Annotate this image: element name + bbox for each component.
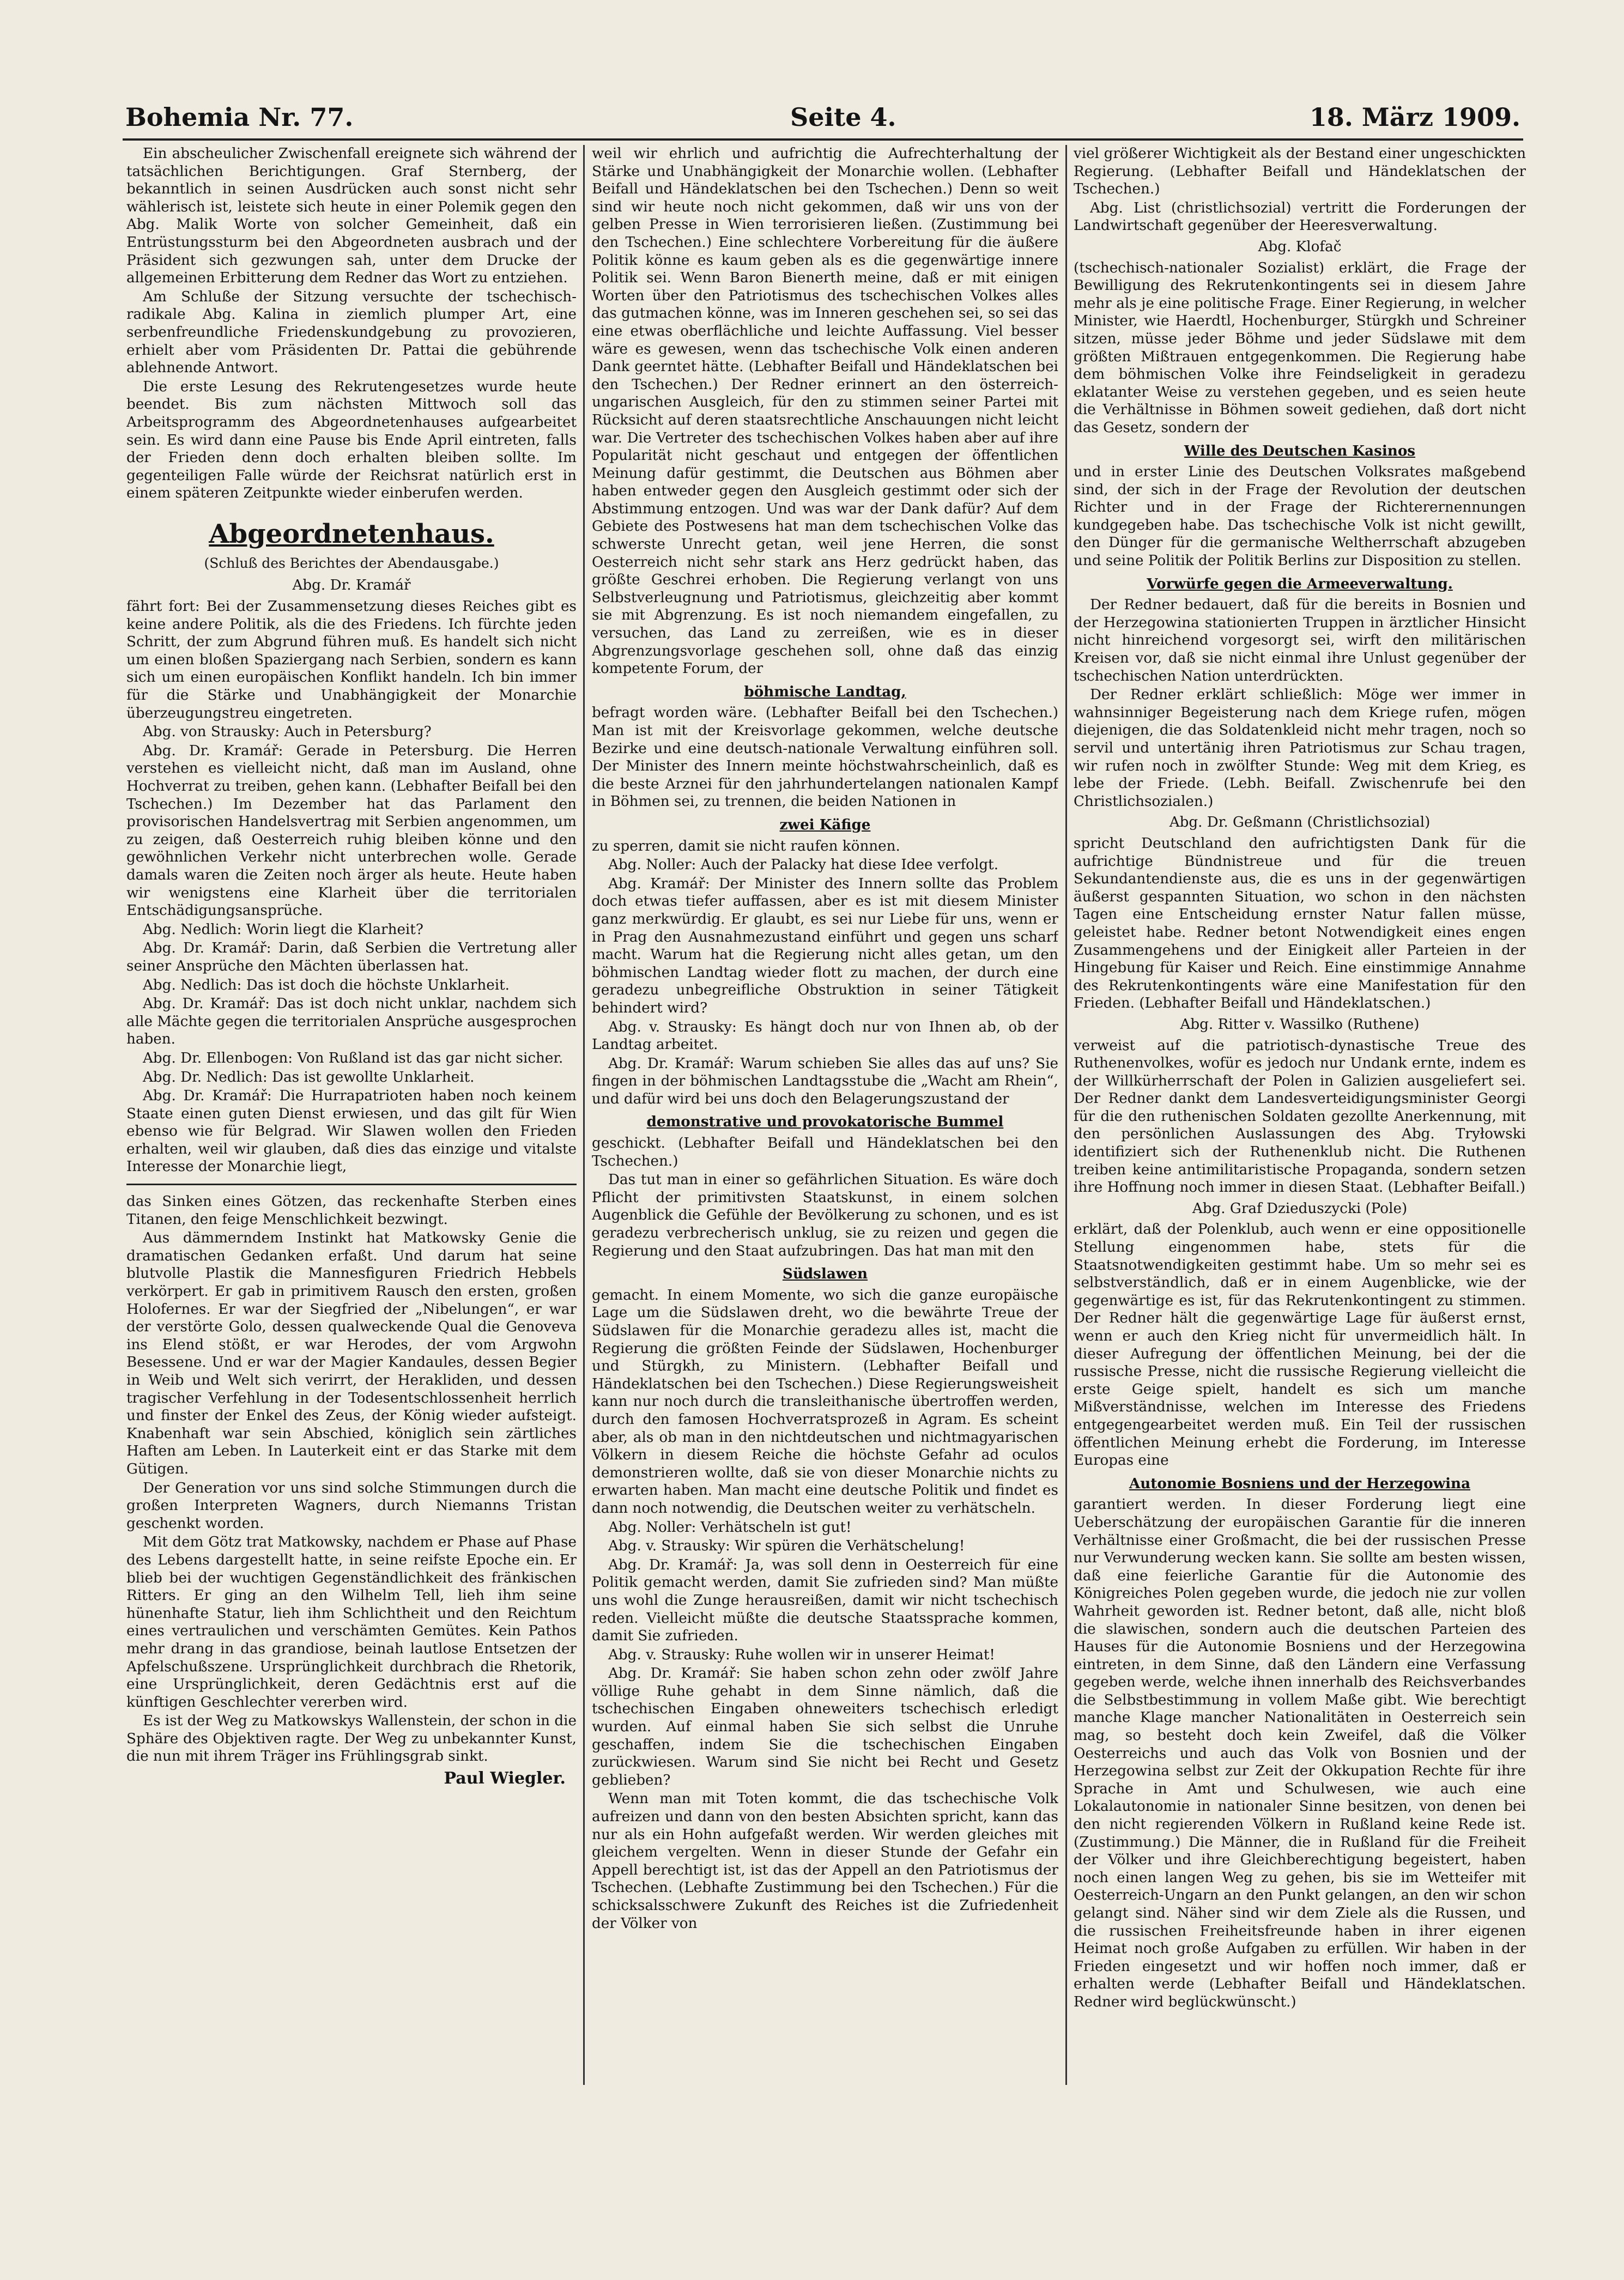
inline-heading: zwei Käfige xyxy=(779,816,871,833)
masthead-issue: Bohemia Nr. 77. xyxy=(125,102,354,132)
paragraph: Der Redner bedauert, daß für die bereits in Bosnien und der Herzegowina stationierten Truppen in ärztlicher Hinsicht nicht hinreichend vorgesorgt sei, wirft den militärischen Kreisen vor, daß sie nicht einmal ihre Unlust gegenüber der tschechischen Nation unterdrückten. xyxy=(1074,597,1526,684)
paragraph: viel größerer Wichtigkeit als der Bestand einer ungeschickten Regierung. (Lebhafter Beifall und Händeklatschen der Tschechen.) xyxy=(1074,145,1526,198)
paragraph: zu sperren, damit sie nicht raufen können. xyxy=(592,838,900,854)
paragraph: verweist auf die patriotisch-dynastische Treue des Ruthenenvolkes, wofür es jedoch nur Undank ernte, indem es der Willkürherrschaft der Polen in Galizien ausgeliefert sei. Der Redner dankt dem Landesverteidigungsminister Georgi für die den ruthenischen Soldaten gezollte Anerkennung, mit den persönlichen Auslassungen des Abg. Tryłowski identifiziert sich der Ruthenenklub nicht. Die Ruthenen treiben keine antimilitaristische Propaganda, sondern setzen ihre Hoffnung noch immer in diesen Staat. (Lebhafter Beifall.) xyxy=(1074,1037,1526,1196)
paragraph: Das tut man in einer so gefährlichen Situation. Es wäre doch Pflicht der primitivsten Staatskunst, in einem solchen Augenblick die Gefühle der Bevölkerung zu schonen, und es ist geradezu verbrecherisch unklug, sie zu reizen und gegen die Regierung und den Staat aufzubringen. Das hat man mit den xyxy=(592,1172,1058,1259)
paragraph: Der Redner erklärt schließlich: Möge wer immer in wahnsinniger Begeisterung nach dem Kriege rufen, mögen diejenigen, die das Soldatenkleid nicht mehr tragen, noch so servil und untertänig ihren Patriotismus zur Schau tragen, wir rufen noch in zwölfter Stunde: Weg mit dem Krieg, es lebe der Friede. (Lebh. Beifall. Zwischenrufe bei den Christlichsozialen.) xyxy=(1074,687,1526,810)
paragraph: (tschechisch-nationaler Sozialist) erklärt, die Frage der Bewilligung des Rekrutenkontingents sei in diesem Jahre mehr als je eine politische Frage. Einer Regierung, in welcher Minister, wie Haerdtl, Hochenburger, Stürgkh und Schreiner sitzen, müsse jeder Böhme und jeder Südslawe mit dem größten Mißtrauen entgegenkommen. Die Regierung habe dem böhmischen Volke ihre Feindseligkeit in geradezu eklatanter Weise zu verstehen gegeben, und es seien heute die Verhältnisse in Böhmen soweit gediehen, daß dort nicht das Gesetz, sondern der xyxy=(1074,259,1526,436)
masthead-page-number: Seite 4. xyxy=(790,102,896,132)
paragraph: Abg. v. Strausky: Ruhe wollen wir in unserer Heimat! xyxy=(608,1646,995,1663)
section-subheading: (Schluß des Berichtes der Abendausgabe.) xyxy=(204,555,499,571)
paragraph: Wenn man mit Toten kommt, die das tschechische Volk aufreizen und dann von den besten Absichten spricht, kann das nur als ein Hohn aufgefaßt werden. Wir werden gleiches mit gleichem vergelten. Wenn in dieser Stunde der Gefahr ein Appell berechtigt ist, ist das der Appell an den Patriotismus der Tschechen. (Lebhafte Zustimmung bei den Tschechen.) Für die schicksalsschwere Zukunft des Reiches ist die Zufriedenheit der Völker von xyxy=(592,1791,1058,1932)
paragraph: Abg. Nedlich: Das ist doch die höchste Unklarheit. xyxy=(143,977,510,993)
inline-heading: Vorwürfe gegen die Armeeverwaltung. xyxy=(1147,575,1453,592)
paragraph: Aus dämmerndem Instinkt hat Matkowsky Genie die dramatischen Gedanken erfaßt. Und darum hat seine blutvolle Plastik die Mannesfiguren Friedrich Hebbels verkörpert. Er gab in primitivem Rausch den ersten, großen Holofernes. Er war der Siegfried der „Nibelungen“, er war der verstörte Golo, dessen qualweckende Qual die Genoveva ins Elend stößt, er war Herodes, der vom Argwohn Besessene. Und er war der Magier Kandaules, dessen Begier in Weib und Welt sich verirrt, der Herakliden, und dessen tragischer Verfehlung in der Todesentschlossenheit herrlich und finster der Enkel des Zeus, der König wieder aufsteigt. Knabenhaft war sein Abschied, königlich sein zärtliches Haften am Leben. In Lauterkeit eint er das Starke mit dem Gütigen. xyxy=(126,1230,577,1477)
feuilleton-rule xyxy=(126,1184,577,1185)
inline-heading: Autonomie Bosniens und der Herzegowina xyxy=(1129,1475,1471,1492)
inline-heading: böhmische Landtag, xyxy=(744,683,906,700)
paragraph: Am Schluße der Sitzung versuchte der tschechisch-radikale Abg. Kalina in ziemlich plumper Art, eine serbenfreundliche Friedenskundgebung zu provozieren, erhielt aber vom Präsidenten Dr. Pattai die gebührende ablehnende Antwort. xyxy=(126,288,577,377)
paragraph: erklärt, daß der Polenklub, auch wenn er eine oppositionelle Stellung eingenommen habe, stets für die Staatsnotwendigkeiten gestimmt habe. Um so mehr sei es selbstverständlich, daß er in einem Augenblicke, wie der gegenwärtige es ist, für das Rekrutenkontingent zu stimmen. Der Redner hält die gegenwärtige Lage für äußerst ernst, wenn er auch den Krieg nicht für unvermeidlich hält. In dieser Aufregung der öffentlichen Meinung, bei der die russische Presse, nicht die russische Regierung vielleicht die erste Geige spielt, handelt es sich um manche Mißverständnisse, welchen im Interesse des Friedens entgegengearbeitet werden muß. Ein Teil der russischen öffentlichen Meinung erhebt die Forderung, im Interesse Europas eine xyxy=(1074,1221,1526,1469)
paragraph: Es ist der Weg zu Matkowskys Wallenstein, der schon in die Sphäre des Objektiven ragte. Der Weg zu unbekannter Kunst, die nun mit ihrem Träger ins Frühlingsgrab sinkt. xyxy=(126,1713,577,1765)
speaker-name: Abg. Dr. Kramář xyxy=(292,577,411,594)
paragraph: Abg. Kramář: Der Minister des Innern sollte das Problem doch etwas tiefer auffassen, aber es ist mit diesem Minister ganz merkwürdig. Er glaubt, es sei nur Liebe für uns, wenn er in Prag den Ausnahmezustand einführt und gegen uns scharf macht. Warum hat die Regierung nicht alles getan, um den böhmischen Landtag wieder flott zu machen, der durch eine geradezu unbegreifliche Obstruktion in seiner Tätigkeit behindert wird? xyxy=(592,875,1058,1016)
paragraph: das Sinken eines Götzen, das reckenhafte Sterben eines Titanen, den feige Menschlichkeit bezwingt. xyxy=(126,1193,577,1228)
masthead-date: 18. März 1909. xyxy=(1309,102,1520,132)
paragraph: Ein abscheulicher Zwischenfall ereignete sich während der tatsächlichen Berichtigungen. Graf Sternberg, der bekanntlich in seinen Ausdrücken auch sonst nicht sehr wählerisch ist, leistete sich heute in einer Polemik gegen den Abg. Malik Worte von solcher Gemeinheit, daß ein Entrüstungssturm bei den Abgeordneten ausbrach und der Präsident sich gezwungen sah, unter dem Drucke der allgemeinen Erbitterung dem Redner das Wort zu entziehen. xyxy=(126,145,577,287)
inline-heading: Wille des Deutschen Kasinos xyxy=(1184,442,1416,459)
masthead xyxy=(125,102,1520,135)
paragraph: Abg. v. Strausky: Wir spüren die Verhätschelung! xyxy=(608,1538,965,1555)
paragraph: Die erste Lesung des Rekrutengesetzes wurde heute beendet. Bis zum nächsten Mittwoch soll das Arbeitsprogramm des Abgeordnetenhauses aufgearbeitet sein. Es wird dann eine Pause bis Ende April eintreten, falls der Frieden denn doch erhalten bleiben sollte. Im gegenteiligen Falle würde der Reichsrat natürlich erst in einem späteren Zeitpunkte wieder einberufen werden. xyxy=(126,378,577,502)
header-rule xyxy=(123,138,1523,141)
paragraph: Abg. List (christlichsozial) vertritt die Forderungen der Landwirtschaft gegenüber der Heeresverwaltung. xyxy=(1074,199,1526,234)
column-divider xyxy=(1065,145,1067,2085)
paragraph: Abg. Noller: Auch der Palacky hat diese Idee verfolgt. xyxy=(608,857,999,874)
paragraph: Abg. Dr. Kramář: Gerade in Petersburg. Die Herren verstehen es vielleicht nicht, daß man im Ausland, ohne Hochverrat zu treiben, gehen kann. (Lebhafter Beifall bei den Tschechen.) Im Dezember hat das Parlament den provisorischen Handelsvertrag mit Serbien angenommen, um zu zeigen, daß Oesterreich ruhig bleiben könne und den gewöhnlichen Verkehr nicht unterbrechen wolle. Gerade damals waren die Zeiten noch ärger als heute. Heute haben wir wenigstens eine Klarheit über die territorialen Entschädigungsansprüche. xyxy=(126,742,577,919)
paragraph: Abg. Nedlich: Worin liegt die Klarheit? xyxy=(143,921,423,938)
paragraph: Abg. Dr. Kramář: Ja, was soll denn in Oesterreich für eine Politik gemacht werden, damit Sie zufrieden sind? Man müßte uns wohl die Zunge herausreißen, damit wir nicht tschechisch reden. Vielleicht müßte die deutsche Staatssprache kommen, damit Sie zufrieden. xyxy=(592,1556,1058,1645)
inline-heading: Südslawen xyxy=(782,1265,868,1283)
paragraph: Abg. von Strausky: Auch in Petersburg? xyxy=(143,724,432,741)
paragraph: weil wir ehrlich und aufrichtig die Aufrechterhaltung der Stärke und Unabhängigkeit der Monarchie wollen. (Lebhafter Beifall und Händeklatschen bei den Tschechen.) Denn so weit sind wir heute noch nicht gekommen, daß wir uns von der gelben Presse in Wien terrorisieren ließen. (Zustimmung bei den Tschechen.) Eine schlechtere Vorbereitung für die äußere Politik könne es kaum geben als es die gegenwärtige innere Politik sei. Wenn Baron Bienerth meine, daß er mit einigen Worten über den Patriotismus des tschechischen Volkes alles das gutmachen könne, was im Inneren geschehen sei, so sei das eine etwas oberflächliche und leichte Auffassung. Viel besser wäre es gewesen, wenn das tschechische Volk einen anderen Dank geerntet hätte. (Lebhafter Beifall und Händeklatschen bei den Tschechen.) Der Redner erinnert an den österreich-ungarischen Ausgleich, für den zu stimmen seiner Partei mit Rücksicht auf deren staatsrechtliche Anschauungen nicht leicht war. Die Vertreter des tschechischen Volkes haben aber auf ihre Popularität nicht geschaut und entgegen der öffentlichen Meinung dafür gestimmt, die Deutschen aus Böhmen aber haben entweder gegen den Ausgleich gestimmt oder sich der Abstimmung entzogen. Und was war der Dank dafür? Auf dem Gebiete des Postwesens hat man dem tschechischen Volke das schwerste Unrecht getan, weil jene Herren, die sonst Oesterreich nicht sehr stark ans Herz gedrückt haben, das größte Geschrei erhoben. Die Regierung verlangt von uns Selbstverleugnung und Patriotismus, gleichzeitig aber kommt sie mit Abgrenzung. Es ist noch niemandem eingefallen, zu versuchen, das Land zu zerreißen, wie es in dieser Abgrenzungsvorlage geschehen soll, ohne daß das einzig kompetente Forum, der xyxy=(592,145,1058,677)
paragraph: Abg. Dr. Nedlich: Das ist gewollte Unklarheit. xyxy=(143,1069,475,1086)
paragraph: Abg. Dr. Kramář: Die Hurrapatrioten haben noch keinem Staate einen guten Dienst erwiesen, und das gilt für Wien ebenso wie für Belgrad. Wir Slawen wollen den Frieden erhalten, weil wir glauben, daß dies das einzige und vitalste Interesse der Monarchie liegt, xyxy=(126,1088,577,1175)
paragraph: Abg. Dr. Kramář: Das ist doch nicht unklar, nachdem sich alle Mächte gegen die territorialen Ansprüche ausgesprochen haben. xyxy=(126,996,577,1048)
speaker-name: Abg. Dr. Geßmann (Christlichsozial) xyxy=(1169,814,1431,831)
paragraph: Abg. Dr. Kramář: Warum schieben Sie alles das auf uns? Sie fingen in der böhmischen Landtagsstube die „Wacht am Rhein“, und dafür wird bei uns doch den Belagerungszustand der xyxy=(592,1055,1058,1107)
paragraph: befragt worden wäre. (Lebhafter Beifall bei den Tschechen.) Man ist mit der Kreisvorlage gekommen, welche deutsche Bezirke und eine deutsch-nationale Verwaltung einführen soll. Der Minister des Innern meinte höchstwahrscheinlich, daß es die beste Arznei für den jahrhundertelangen nationalen Kampf in Böhmen sei, zu trennen, die beiden Nationen in xyxy=(592,705,1058,810)
paragraph: Abg. Dr. Ellenbogen: Von Rußland ist das gar nicht sicher. xyxy=(143,1050,563,1066)
column-1 xyxy=(126,145,577,2248)
section-heading: Abgeordnetenhaus. xyxy=(209,518,494,549)
paragraph: und in erster Linie des Deutschen Volksrates maßgebend sind, der sich in der Frage der Revolution der deutschen Richter und in der Frage der Richterernennungen kundgegeben habe. Das tschechische Volk ist nicht gewillt, den Dünger für die germanische Weltherrschaft abzugeben und seine Politik der Politik Berlins zur Disposition zu stellen. xyxy=(1074,464,1526,569)
paragraph: spricht Deutschland den aufrichtigsten Dank für die aufrichtige Bündnistreue und für die treuen Sekundantendienste aus, die es uns in der gegenwärtigen äußerst gespannten Situation, wo schon in den nächsten Tagen eine Entscheidung ernster Natur fallen müsse, geleistet habe. Redner betont Notwendigkeit eines engen Zusammengehens und der Einigkeit aller Parteien in der Hingebung für Kaiser und Reich. Eine einstimmige Annahme des Rekrutenkontingents wäre eine Manifestation für den Frieden. (Lebhafter Beifall und Händeklatschen.) xyxy=(1074,835,1526,1012)
paragraph: gemacht. In einem Momente, wo sich die ganze europäische Lage um die Südslawen dreht, wo die bewährte Treue der Südslawen für die Monarchie geradezu alles ist, macht die Regierung die größten Feinde der Südslawen, Hochenburger und Stürgkh, zu Ministern. (Lebhafter Beifall und Händeklatschen bei den Tschechen.) Diese Regierungsweisheit kann nur noch durch die transleithanische übertroffen werden, durch den famosen Hochverratsprozeß in Agram. Es scheint aber, als ob man in den nichtdeutschen und nichtmagyarischen Völkern in diesem Reiche die höchste Gefahr ad oculos demonstrieren wollte, daß sie von dieser Monarchie nichts zu erwarten haben. Man macht eine deutsche Politik und findet es dann noch notwendig, die Deutschen weiter zu verhätscheln. xyxy=(592,1287,1058,1517)
paragraph: Abg. v. Strausky: Es hängt doch nur von Ihnen ab, ob der Landtag arbeitet. xyxy=(592,1018,1058,1053)
column-2 xyxy=(592,145,1058,2248)
speaker-name: Abg. Ritter v. Wassilko (Ruthene) xyxy=(1180,1016,1420,1033)
speaker-name: Abg. Graf Dzieduszycki (Pole) xyxy=(1192,1200,1408,1217)
paragraph: Abg. Dr. Kramář: Darin, daß Serbien die Vertretung aller seiner Ansprüche den Mächten überlassen hat. xyxy=(126,940,577,974)
paragraph: Abg. Dr. Kramář: Sie haben schon zehn oder zwölf Jahre völlige Ruhe gehabt in dem Sinne nämlich, daß die tschechischen Eingaben ohneweiters tschechisch erledigt wurden. Auf einmal haben Sie sich selbst die Unruhe geschaffen, indem Sie die tschechischen Eingaben zurückwiesen. Warum sind Sie nicht bei Recht und Gesetz geblieben? xyxy=(592,1665,1058,1788)
paragraph: Der Generation vor uns sind solche Stimmungen durch die großen Interpreten Wagners, durch Niemanns Tristan geschenkt worden. xyxy=(126,1479,577,1532)
column-3 xyxy=(1074,145,1526,2248)
paragraph: Abg. Noller: Verhätscheln ist gut! xyxy=(608,1519,852,1536)
paragraph: geschickt. (Lebhafter Beifall und Händeklatschen bei den Tschechen.) xyxy=(592,1135,1058,1169)
inline-heading: demonstrative und provokatorische Bummel xyxy=(646,1113,1004,1131)
author-signature: Paul Wiegler. xyxy=(444,1769,566,1788)
paragraph: fährt fort: Bei der Zusammensetzung dieses Reiches gibt es keine andere Politik, als die des Friedens. Ich fürchte jeden Schritt, der zum Abgrund führen muß. Es handelt sich nicht um einen bloßen Spaziergang nach Serbien, sondern es kann sich um einen europäischen Konflikt handeln. Ich bin immer für die Stärke und Unabhängigkeit der Monarchie überzeugungstreu eingetreten. xyxy=(126,598,577,721)
paragraph: Mit dem Götz trat Matkowsky, nachdem er Phase auf Phase des Lebens dargestellt hatte, in seine reifste Epoche ein. Er blieb bei der wuchtigen Gegenständlichkeit des fränkischen Ritters. Er ging an den Wilhelm Tell, lieh ihm seine hünenhafte Statur, lieh ihm Schlichtheit und den Reichtum eines vertraulichen und verschämten Gemütes. Kein Pathos mehr drang in das grandiose, beinah lautlose Entsetzen der Apfelschußszene. Ursprünglichkeit durchbrach die Rhetorik, eine Ursprünglichkeit, deren Gedächtnis erst auf die künftigen Geschlechter vererben wird. xyxy=(126,1534,577,1711)
speaker-name: Abg. Klofač xyxy=(1258,238,1342,255)
column-divider xyxy=(583,145,585,2085)
paragraph: garantiert werden. In dieser Forderung liegt eine Ueberschätzung der europäischen Garantie für die inneren Verhältnisse einer Großmacht, die bei der russischen Presse nur Verwunderung wecken kann. Sie sollte am besten wissen, daß eine feierliche Garantie für die Autonomie des Königreiches Polen gegeben wurde, die jedoch nie zur vollen Wahrheit geworden ist. Redner betont, daß alle, nicht bloß die slawischen, sondern auch die deutschen Parteien des Hauses für die Autonomie Bosniens und der Herzegowina eintreten, in dem Sinne, daß den Ländern eine Verfassung gegeben werde, welche ihnen innerhalb des Reichsverbandes die Selbstbestimmung in vollem Maße gibt. Wie berechtigt manche Klage mancher Nationalitäten in Oesterreich sein mag, so besteht doch kein Zweifel, daß die Völker Oesterreichs und auch das Volk von Bosnien und der Herzegowina selbst zur Zeit der Okkupation Rechte für ihre Sprache in Amt und Schulwesen, wie auch eine Lokalautonomie in nationaler Sinne besitzen, von denen bei den nicht regierenden Völkern in Rußland keine Rede ist. (Zustimmung.) Die Männer, die in Rußland für die Freiheit der Völker und ihre Gleichberechtigung begeistert, haben noch einen langen Weg zu gehen, bis sie im Wetteifer mit Oesterreich-Ungarn an den Punkt gelangen, an den wir schon gelangt sind. Näher sind wir dem Ziele als die Russen, und die russischen Freiheitsfreunde haben in ihrer eigenen Heimat noch große Aufgaben zu erfüllen. Wir haben in der Frieden eingesetzt und wir hoffen noch immer, daß er erhalten werde (Lebhafter Beifall und Händeklatschen. Redner wird beglückwünscht.) xyxy=(1074,1496,1526,2010)
